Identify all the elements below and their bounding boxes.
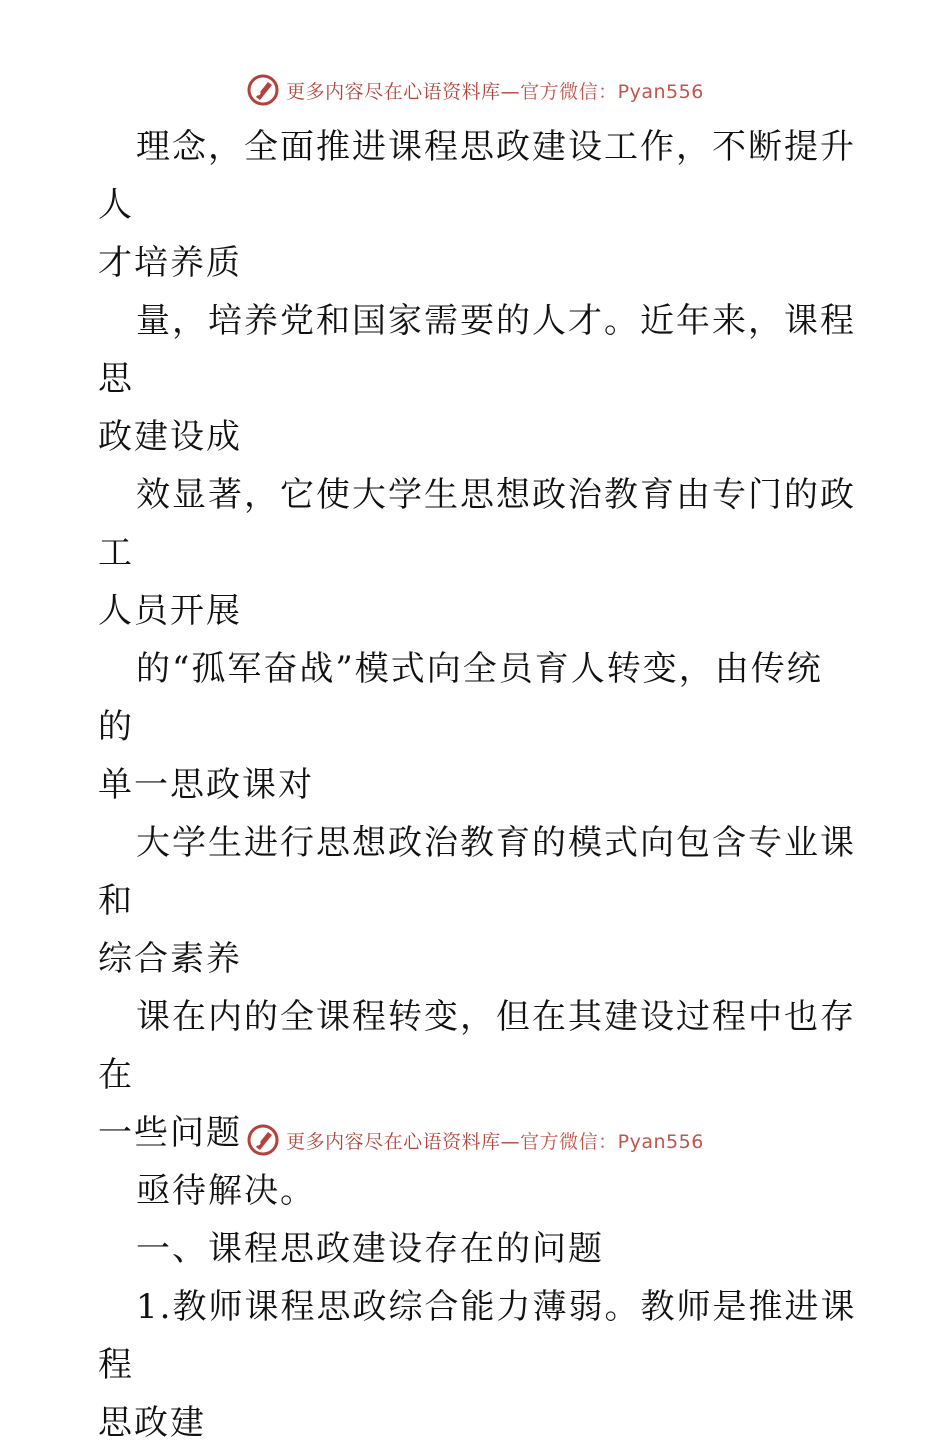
paragraph-continuation: 政建设成 xyxy=(98,417,242,457)
paragraph-continuation: 人员开展 xyxy=(98,591,242,631)
banner-text: 更多内容尽在心语资料库—官方微信：Pyan556 xyxy=(286,1130,704,1153)
paragraph-continuation: 一些问题 xyxy=(98,1113,242,1153)
pen-logo-icon xyxy=(246,73,280,107)
paragraph-continuation: 综合素养 xyxy=(98,939,242,979)
paragraph-continuation: 才培养质 xyxy=(98,243,242,283)
paragraph-continuation: 思政建 xyxy=(98,1403,206,1443)
paragraph-line: 效显著，它使大学生思想政治教育由专门的政工 xyxy=(98,475,856,573)
paragraph-line: 大学生进行思想政治教育的模式向包含专业课和 xyxy=(98,823,856,921)
document-body xyxy=(98,118,858,1452)
banner-text: 更多内容尽在心语资料库—官方微信：Pyan556 xyxy=(286,80,704,103)
paragraph-line: 一、课程思政建设存在的问题 xyxy=(136,1229,604,1269)
paragraph-line: 课在内的全课程转变，但在其建设过程中也存在 xyxy=(98,997,856,1095)
footer-watermark-banner xyxy=(0,1120,950,1160)
paragraph-line: 1.教师课程思政综合能力薄弱。教师是推进课程 xyxy=(98,1287,857,1385)
paragraph-continuation: 单一思政课对 xyxy=(98,765,314,805)
paragraph-line: 理念，全面推进课程思政建设工作，不断提升人 xyxy=(98,127,856,225)
header-watermark-banner xyxy=(0,70,950,110)
paragraph-line: 量，培养党和国家需要的人才。近年来，课程思 xyxy=(98,301,856,399)
paragraph-line: 的“孤军奋战”模式向全员育人转变，由传统的 xyxy=(98,649,823,747)
paragraph-line: 亟待解决。 xyxy=(136,1171,316,1211)
pen-logo-icon xyxy=(246,1123,280,1157)
